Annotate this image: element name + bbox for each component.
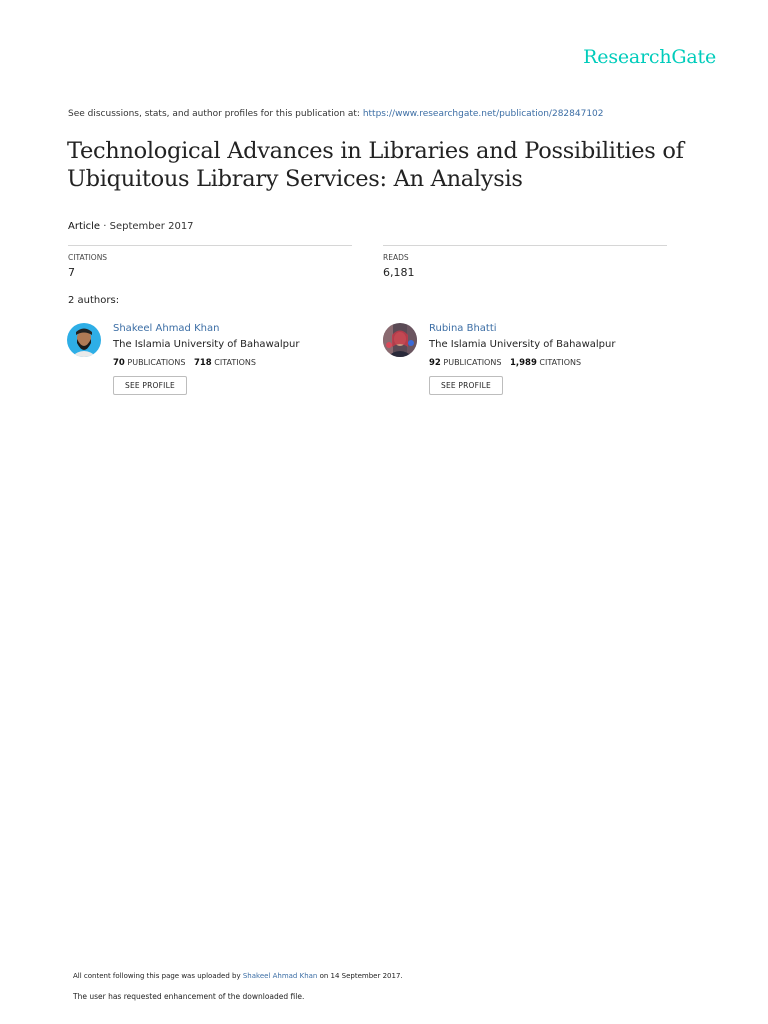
see-profile-button[interactable]: SEE PROFILE [113, 376, 187, 395]
reads-stat [383, 245, 667, 279]
authors-count-label: 2 authors: [68, 295, 120, 306]
enhancement-note: The user has requested enhancement of the downloaded file. [73, 992, 305, 1001]
author-photo-icon[interactable] [383, 323, 417, 357]
publication-date: September 2017 [109, 221, 194, 232]
author-name-link[interactable]: Shakeel Ahmad Khan [113, 323, 220, 334]
reads-label: READS [383, 253, 409, 262]
researchgate-logo[interactable]: ResearchGate [583, 46, 716, 68]
author-publications-count: 70 [113, 358, 125, 368]
author-institution[interactable]: The Islamia University of Bahawalpur [113, 339, 300, 350]
see-discussions-line [68, 109, 604, 119]
publication-url-link[interactable]: https://www.researchgate.net/publication/282847102 [362, 109, 604, 119]
publication-meta [68, 221, 194, 232]
author-publications-count: 92 [429, 358, 441, 368]
citations-value: 7 [68, 266, 75, 279]
meta-separator: · [100, 221, 110, 232]
author-institution[interactable]: The Islamia University of Bahawalpur [429, 339, 616, 350]
upload-note [73, 972, 403, 980]
author-stats [429, 358, 689, 368]
author-citations-count: 718 [193, 358, 212, 368]
citations-label: CITATIONS [68, 253, 108, 262]
upload-prefix: All content following this page was uploaded by [73, 972, 243, 980]
upload-suffix: on 14 September 2017. [317, 972, 403, 980]
author-publications-label: PUBLICATIONS [443, 358, 502, 367]
publication-title: Technological Advances in Libraries and Possibilities of Ubiquitous Library Services: An Analysis [67, 138, 684, 192]
publication-type: Article [68, 221, 101, 232]
see-discussions-text: See discussions, stats, and author profiles for this publication at: [68, 109, 363, 119]
author-photo-icon[interactable] [67, 323, 101, 357]
reads-value: 6,181 [383, 266, 415, 279]
author-publications-label: PUBLICATIONS [127, 358, 186, 367]
author-stats [113, 358, 373, 368]
author-citations-count: 1,989 [509, 358, 537, 368]
see-profile-button[interactable]: SEE PROFILE [429, 376, 503, 395]
author-citations-label: CITATIONS [214, 358, 256, 367]
citations-stat [68, 245, 352, 279]
uploader-link[interactable]: Shakeel Ahmad Khan [242, 972, 318, 980]
author-name-link[interactable]: Rubina Bhatti [429, 323, 497, 334]
author-citations-label: CITATIONS [539, 358, 582, 367]
